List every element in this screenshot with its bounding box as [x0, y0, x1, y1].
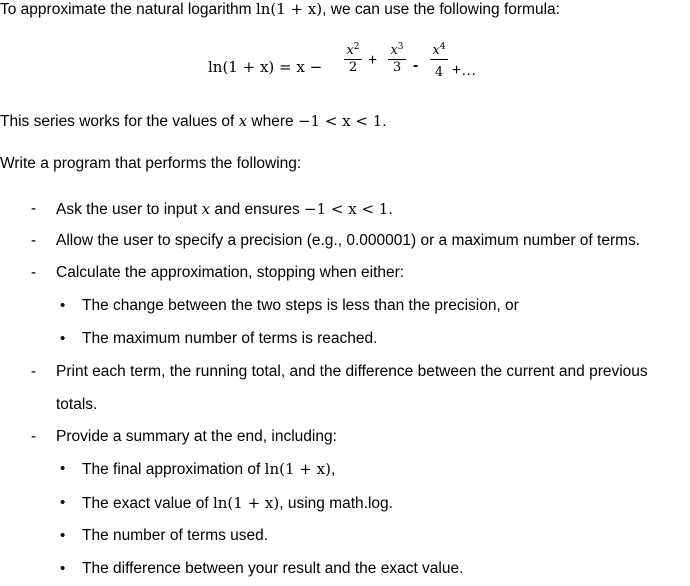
requirement-4-cont — [56, 396, 97, 414]
bullet-dot: • — [60, 494, 66, 511]
dash-marker: - — [31, 200, 37, 217]
t4-exp: 4 — [439, 42, 446, 52]
r5b-before: The exact value of — [82, 495, 213, 512]
r5b-math: ln(1 + x) — [212, 494, 280, 512]
dash-marker: - — [31, 428, 37, 445]
t3-exp: 3 — [397, 42, 404, 52]
range-text-before: This series works for the values of — [0, 113, 239, 130]
r1-before: Ask the user to input — [56, 201, 202, 218]
r5a-math: ln(1 + x) — [264, 460, 331, 478]
formula-lhs: ln(1 + x) = x − — [208, 58, 323, 76]
range-var: x — [238, 112, 248, 130]
bullet-dot: • — [60, 297, 66, 314]
t4-num: x — [432, 43, 440, 58]
r5c-text: The number of terms used. — [82, 527, 269, 544]
r1-mid: and ensures — [210, 201, 305, 218]
r5a-before: The final approximation of — [82, 461, 265, 478]
intro-math: ln(1 + x) — [255, 0, 323, 18]
r1-range: −1 < x < 1 — [304, 200, 389, 218]
intro-line — [0, 0, 560, 19]
bullet-dot: • — [60, 560, 66, 577]
t3-den: 3 — [392, 60, 402, 75]
series-formula — [208, 38, 508, 94]
range-line — [0, 112, 387, 131]
t2-exp: 2 — [353, 42, 360, 52]
dash-marker: - — [31, 264, 37, 281]
r3-text: Calculate the approximation, stopping when either: — [56, 264, 405, 281]
formula-tail: +… — [452, 62, 477, 79]
r5d-text: The difference between your result and the exact value. — [82, 560, 464, 577]
fraction-term-2 — [344, 40, 362, 75]
r2-text: Allow the user to specify a precision (e.g., 0.000001) or a maximum number of terms. — [56, 232, 641, 249]
t3-num: x — [390, 43, 398, 58]
r3a-text: The change between the two steps is less than the precision, or — [82, 297, 519, 314]
t2-num: x — [346, 43, 354, 58]
bullet-dot: • — [60, 460, 66, 477]
r3b-text: The maximum number of terms is reached. — [82, 330, 378, 347]
intro-text-after: , we can use the following formula: — [322, 1, 560, 18]
r5b-after: , using math.log. — [279, 495, 393, 512]
formula-op-plus: + — [368, 52, 378, 69]
dash-marker: - — [31, 363, 37, 380]
range-text-after: . — [382, 113, 387, 130]
r1-after: . — [388, 201, 393, 218]
formula-op-minus: - — [413, 57, 419, 74]
t4-den: 4 — [434, 65, 444, 80]
task-heading: Write a program that performs the following: — [0, 155, 302, 172]
t2-den: 2 — [348, 60, 358, 75]
bullet-dot: • — [60, 330, 66, 347]
range-text-mid: where — [247, 113, 298, 130]
r5a-after: , — [330, 461, 336, 478]
r5-text: Provide a summary at the end, including: — [56, 428, 337, 445]
bullet-dot: • — [60, 527, 66, 544]
r4-line1: Print each term, the running total, and the difference between the current and previous — [56, 363, 648, 380]
r1-var: x — [201, 200, 211, 218]
fraction-term-4 — [430, 40, 448, 80]
range-math: −1 < x < 1 — [297, 112, 383, 130]
dash-marker: - — [31, 232, 37, 249]
fraction-term-3 — [388, 40, 406, 75]
intro-text-before: To approximate the natural logarithm — [0, 1, 256, 18]
r4-line2: totals. — [56, 396, 98, 413]
